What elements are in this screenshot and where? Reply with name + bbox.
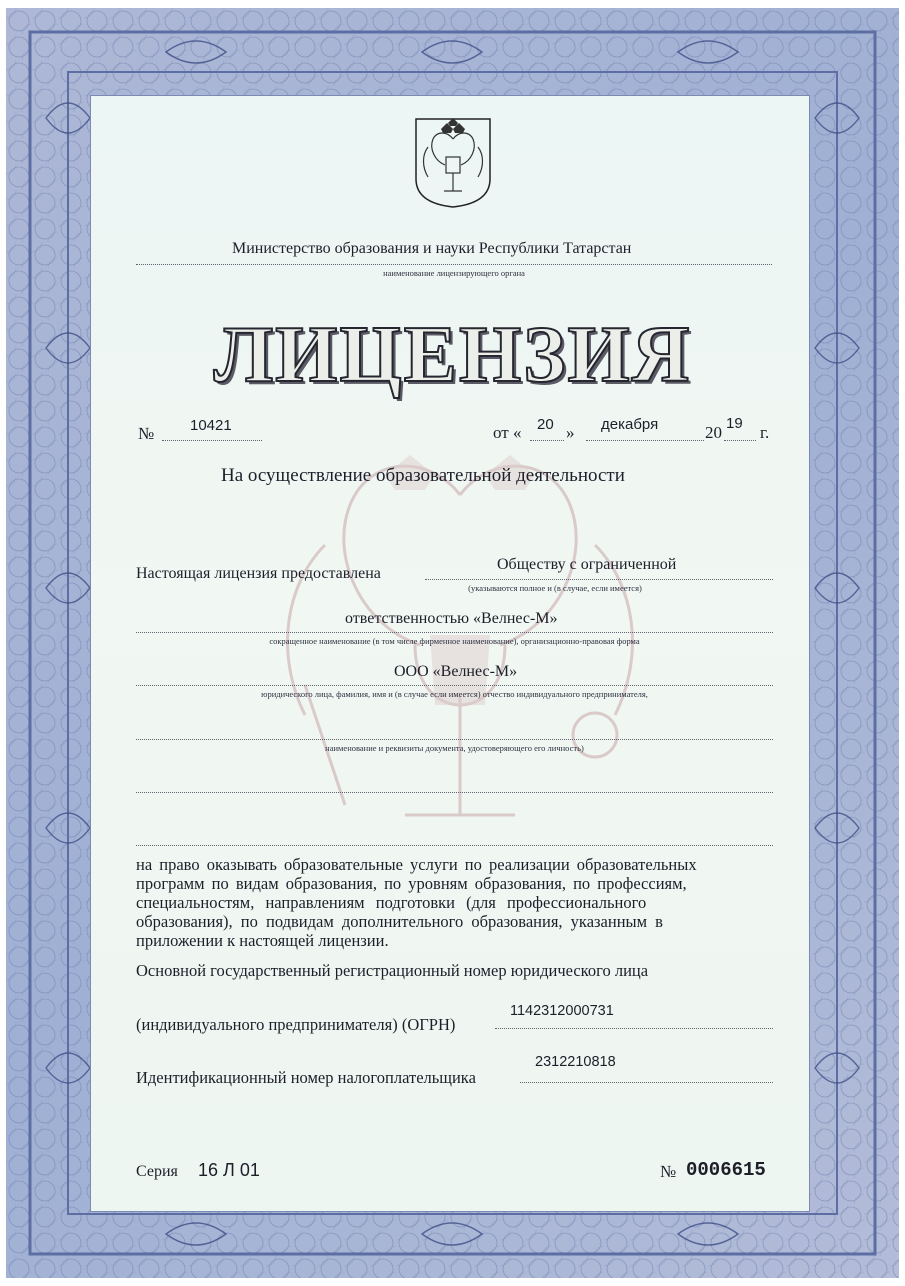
document-title: ЛИЦЕНЗИЯ [213, 311, 692, 399]
licensing-authority: Министерство образования и науки Республики Татарстан [232, 240, 632, 257]
series-value: 16 Л 01 [198, 1160, 260, 1180]
series-label: Серия [136, 1163, 178, 1180]
holder-line2-rule [136, 632, 773, 633]
date-year-unit: г. [760, 423, 770, 442]
inn-label: Идентификационный номер налогоплательщика [136, 1068, 476, 1087]
holder-caption2: сокращенное наименование (в том числе фирменное наименование), организационно-правовая форма [269, 636, 640, 646]
license-number: 10421 [190, 417, 232, 434]
date-month: декабря [601, 416, 659, 433]
blank-number-label: № [660, 1162, 677, 1181]
inn-value: 2312210818 [535, 1054, 616, 1070]
day-line [530, 440, 564, 441]
month-line [586, 440, 704, 441]
ogrn-label-line1: Основной государственный регистрационный номер юридического лица [136, 961, 649, 980]
holder-name-line1: Обществу с ограниченной [497, 556, 677, 573]
rights-text-line3: специальностям, направлениям подготовки (для профессионального [136, 893, 647, 912]
date-day: 20 [537, 416, 554, 433]
holder-caption1: (указываются полное и (в случае, если имеется) [468, 583, 642, 593]
ogrn-line [495, 1028, 773, 1029]
year-line [724, 440, 756, 441]
license-purpose: На осуществление образовательной деятельности [221, 465, 625, 486]
granted-label: Настоящая лицензия предоставлена [136, 565, 381, 582]
holder-caption4: наименование и реквизиты документа, удостоверяющего его личность) [325, 743, 584, 753]
authority-caption: наименование лицензирующего органа [383, 268, 525, 278]
date-close-quote: » [566, 423, 575, 442]
ogrn-value: 1142312000731 [510, 1003, 614, 1019]
holder-caption3: юридического лица, фамилия, имя и (в случае если имеется) отчество индивидуального предпринимателя, [261, 689, 648, 699]
coat-of-arms-icon [414, 117, 492, 209]
rights-text-line5: приложении к настоящей лицензии. [136, 931, 389, 950]
number-label: № [138, 424, 155, 443]
holder-line3-rule [136, 685, 773, 686]
date-from-label: от « [493, 423, 522, 442]
ogrn-label-line2: (индивидуального предпринимателя) (ОГРН) [136, 1015, 456, 1034]
rights-text-line4: образования), по подвидам дополнительного образования, указанным в [136, 912, 663, 931]
number-line [162, 440, 262, 441]
rights-text-line2: программ по видам образования, по уровням образования, по профессиям, [136, 874, 687, 893]
blank-number-value: 0006615 [686, 1159, 766, 1181]
holder-line6-rule [136, 845, 773, 846]
holder-name-line3: ООО «Велнес-М» [394, 663, 518, 680]
holder-line5-rule [136, 792, 773, 793]
date-year-prefix: 20 [705, 423, 722, 442]
rights-text-line1: на право оказывать образовательные услуги по реализации образовательных [136, 855, 697, 874]
inn-line [520, 1082, 773, 1083]
holder-line4-rule [136, 739, 773, 740]
holder-name-line2: ответственностью «Велнес-М» [345, 610, 558, 627]
date-year-suffix: 19 [726, 415, 743, 432]
authority-line [136, 264, 772, 265]
holder-line1-rule [425, 579, 773, 580]
